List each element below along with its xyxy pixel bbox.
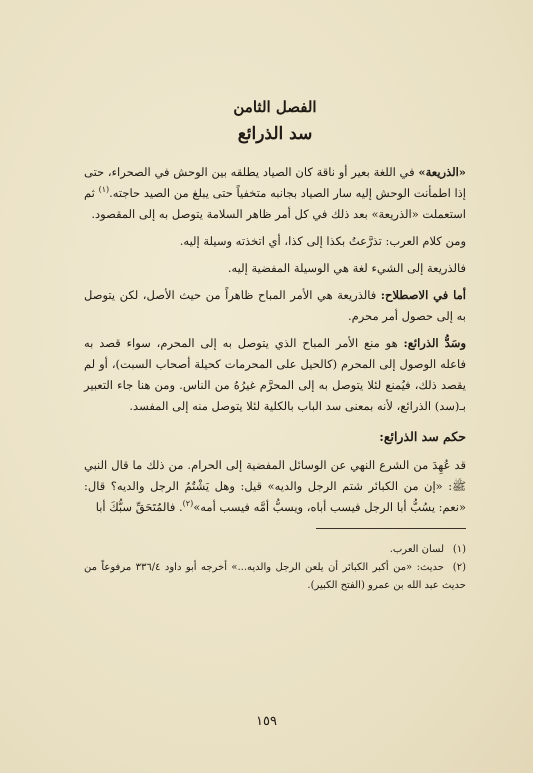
page-content [84,96,466,595]
chapter-title: سد الذرائع [237,124,313,144]
section-heading: حكم سد الذرائع: [379,429,466,444]
footnote-text: لسان العرب. [389,544,444,555]
paragraph-sadd-definition [84,333,466,417]
footnote-text: حديث: «من أكبر الكبائر أن يلعن الرجل والديه...» أخرجه أبو داود ٣٣٦/٤ مرفوعاً من حديث عبد الله بن عمرو (الفتح الكبير). [84,562,466,591]
footnote-number: (٢) [452,562,466,573]
paragraph-text: في اللغة بعير أو ناقة كان الصياد يطلقه بين الوحش في الصحراء، حتى إذا اطمأنت الوحش إليه سار الصياد بجانبه متخفياً حتى يبلغ من الصيد حاجته. [84,165,466,200]
footnote-number: (١) [452,544,466,555]
footnote-2 [84,559,466,595]
footnote-ref-2[interactable]: (٢) [182,499,194,509]
footnote-ref-1[interactable]: (١) [98,185,110,195]
term-dharia: «الذريعة» [418,165,466,179]
paragraph-ruling [84,455,466,518]
page-number: ١٥٩ [256,714,277,729]
footnote-1 [84,541,466,559]
footnote-divider [316,528,466,529]
paragraph-text: هو منع الأمر المباح الذي يتوصل به إلى المحرم، سواء قصد به فاعله الوصول إلى المحرم (كالحيل على المحرمات كحيلة أصحاب السبت)، أو لم يقصد ذلك، فيُمنع لئلا يتوصل به إلى المحرَّم غيرُهُ من الناس. ومن هنا جاء التعبير بـ(سد) الذرائع، لأنه بمعنى سد الباب بالكلية لئلا يتوصل منه إلى المفسد. [84,336,466,413]
paragraph-text: قد عُهِدَ من الشرع النهي عن الوسائل المفضية إلى الحرام. من ذلك ما قال النبي ﷺ: «إن من الكبائر شتم الرجل والديه» قيل: وهل يَشْتُمُ الرجل والديه؟ قال: «نعم: يسُبُّ أبا الرجل فيسب أباه، ويسبُّ أمَّه فيسب أمه» [84,458,466,514]
paragraph-arab-speech: ومن كلام العرب: تذرَّعتُ بكذا إلى كذا، أي اتخذته وسيلة إليه. [179,234,466,248]
paragraph-lexical-summary: فالذريعة إلى الشيء لغة هي الوسيلة المفضية إليه. [227,261,466,275]
paragraph-text: فالذريعة هي الأمر المباح ظاهراً من حيث الأصل، لكن يتوصل به إلى حصول أمر محرم. [84,288,466,323]
paragraph-definition-technical [84,285,466,327]
term-sadd: وسَدُّ الذرائع: [403,336,466,350]
term-technical: أما في الاصطلاح: [380,288,466,302]
paragraph-definition-lexical [84,162,466,225]
chapter-heading: الفصل الثامن [233,98,317,116]
paragraph-text-end: . فالمُتَحَقِّ سبُّكَ أبا [95,500,183,514]
paragraph-text-cont: ثم استعملت «الذريعة» بعد ذلك في كل أمر ظاهر السلامة يتوصل به إلى المقصود. [84,186,466,221]
